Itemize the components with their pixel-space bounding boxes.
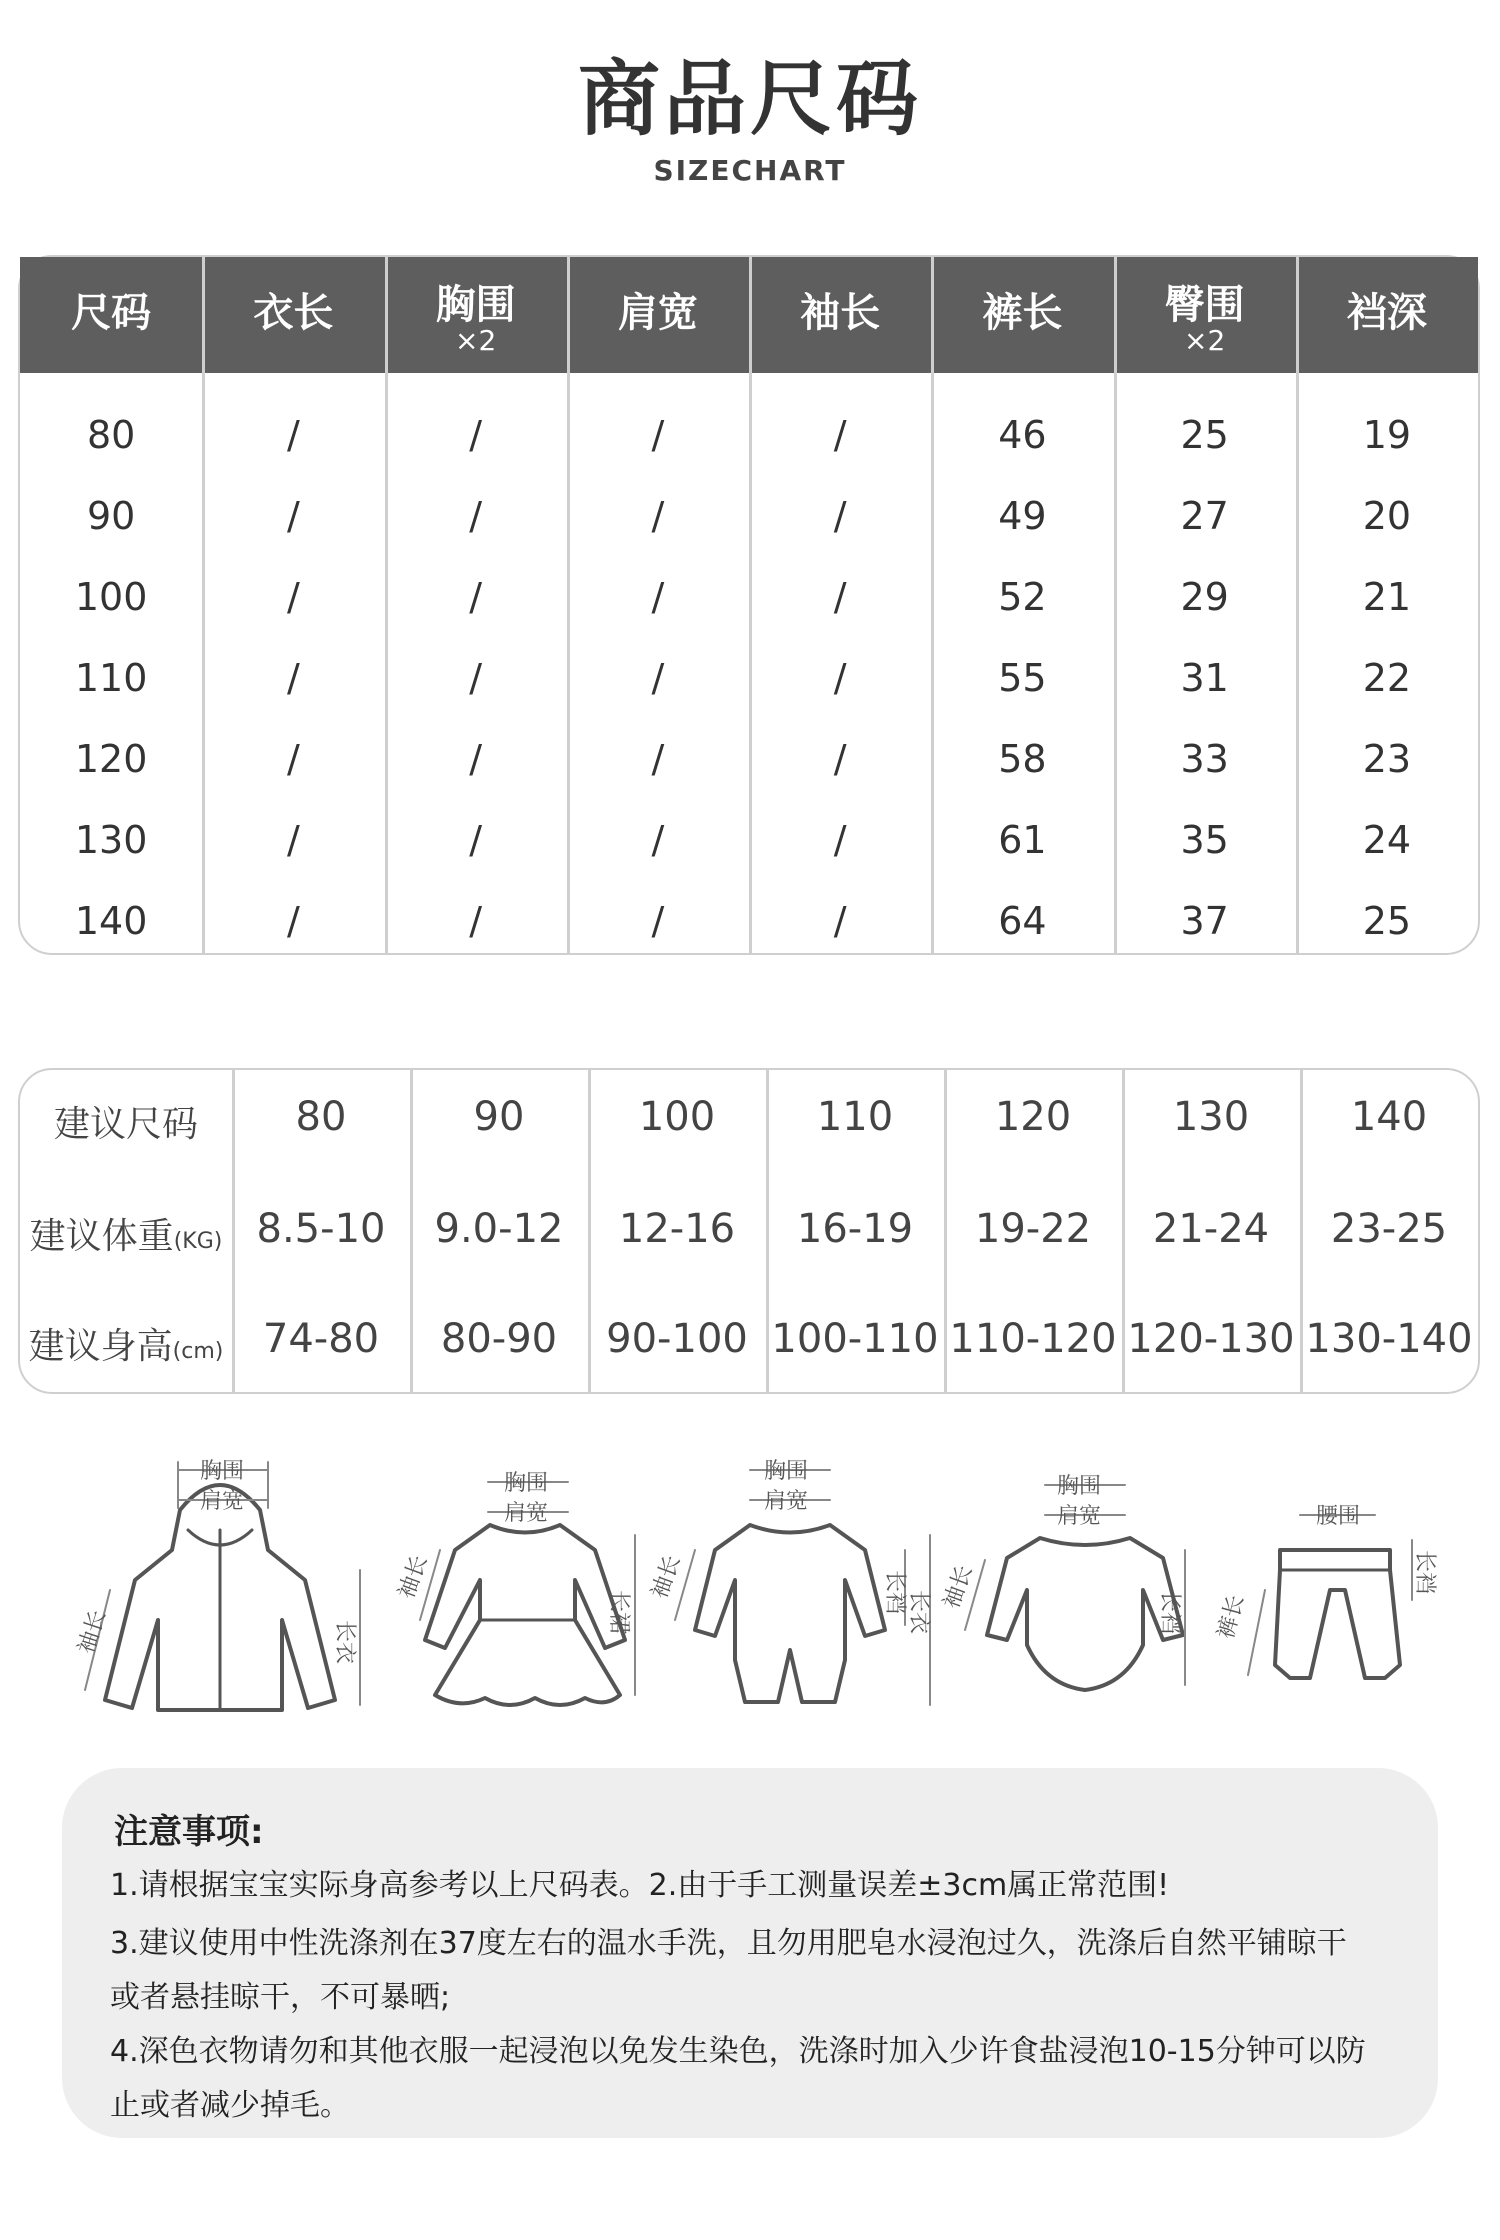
- jacket-label-sleeve: 袖长: [73, 1607, 112, 1657]
- recommend-table-cell: 23-25: [1330, 1206, 1448, 1252]
- recommend-table-cell: 21-24: [1152, 1206, 1270, 1252]
- size-table-cell: 140: [74, 899, 148, 943]
- recommend-row-unit: (cm): [172, 1339, 224, 1364]
- recommend-table-cell: 80-90: [440, 1316, 558, 1362]
- dress-label-sleeve: 袖长: [394, 1552, 433, 1603]
- recommend-table-cell: 90: [473, 1094, 525, 1140]
- bodysuit-icon: [939, 1440, 1205, 1734]
- recommend-row-label-text: 建议身高: [28, 1326, 173, 1367]
- recommend-table-cell: 9.0-12: [434, 1206, 564, 1252]
- size-table-cell: 25: [1180, 413, 1229, 457]
- size-table-cell: /: [469, 737, 483, 781]
- recommend-table-cell: 120: [994, 1094, 1072, 1140]
- size-table-cell: 58: [998, 737, 1047, 781]
- size-table-cell: 20: [1362, 494, 1412, 538]
- size-table-cell: /: [651, 413, 665, 457]
- romper-label-sleeve: 袖长: [647, 1552, 686, 1603]
- size-table-cell: 90: [86, 494, 136, 538]
- hooded-jacket-icon: [70, 1440, 370, 1734]
- size-table-cell: 29: [1180, 575, 1229, 619]
- recommend-table-cell: 16-19: [796, 1206, 914, 1252]
- recommend-table-cell: 19-22: [974, 1206, 1092, 1252]
- size-table-cell: /: [833, 413, 847, 457]
- recommend-row-label: [20, 1208, 232, 1259]
- bodysuit-label-chest: 胸围: [1057, 1474, 1102, 1499]
- recommend-table-cell: 130-140: [1305, 1316, 1473, 1362]
- recommend-table: [18, 1068, 1480, 1394]
- size-table-cell: /: [833, 818, 847, 862]
- size-table-cell: /: [651, 656, 665, 700]
- size-table-cell: 61: [998, 818, 1047, 862]
- size-table-cell: /: [651, 737, 665, 781]
- size-table-cell: 33: [1180, 737, 1229, 781]
- size-table-header-cell: [385, 257, 567, 373]
- size-table-cell: 52: [998, 575, 1047, 619]
- romper-label-crotch: 长裆: [882, 1570, 907, 1615]
- care-notes: [62, 1768, 1438, 2138]
- size-table-header-cell: [20, 257, 202, 373]
- size-table-header-cell: [202, 257, 384, 373]
- size-table-cell: /: [833, 575, 847, 619]
- bodysuit-label-sleeve: 袖长: [939, 1562, 978, 1613]
- size-table-cell: /: [651, 818, 665, 862]
- bodysuit-label-shoulder: 肩宽: [1057, 1504, 1102, 1529]
- size-table-cell: 24: [1362, 818, 1412, 862]
- jacket-label-chest: 胸围: [200, 1459, 245, 1484]
- note-line-1: 1.请根据宝宝实际身高参考以上尺码表。2.由于手工测量误差±3cm属正常范围!: [110, 1868, 1170, 1903]
- recommend-table-cell: 100: [638, 1094, 716, 1140]
- size-table-cell: 37: [1180, 899, 1229, 943]
- title-english: SIZECHART: [653, 154, 847, 187]
- recommend-table-cell: 80: [295, 1094, 347, 1140]
- size-table-cell: 130: [74, 818, 148, 862]
- size-table-cell: /: [833, 737, 847, 781]
- size-table-cell: /: [651, 899, 665, 943]
- note-line-4: 4.深色衣物请勿和其他衣服一起浸泡以免发生染色，洗涤时加入少许食盐浸泡10-15分钟可以防: [110, 2034, 1366, 2069]
- size-table-cell: 64: [998, 899, 1047, 943]
- size-table-cell: /: [469, 413, 483, 457]
- size-table-cell: 31: [1180, 656, 1229, 700]
- note-line-2: 3.建议使用中性洗涤剂在37度左右的温水手洗，且勿用肥皂水浸泡过久，洗涤后自然平铺晾干: [110, 1926, 1347, 1961]
- size-table-cell: 23: [1362, 737, 1412, 781]
- romper-icon: [647, 1440, 931, 1734]
- romper-label-length: 长衣: [906, 1590, 931, 1635]
- recommend-table-cell: 8.5-10: [256, 1206, 386, 1252]
- dress-label-length: 长裙: [606, 1590, 631, 1635]
- size-table-cell: /: [286, 494, 300, 538]
- size-table-header-cell: [749, 257, 931, 373]
- size-table-cell: 25: [1362, 899, 1412, 943]
- size-table-cell: /: [833, 899, 847, 943]
- recommend-row-label: [20, 1096, 232, 1147]
- size-table-cell: 120: [74, 737, 148, 781]
- recommend-table-cell: 120-130: [1127, 1316, 1295, 1362]
- size-table-cell: /: [469, 818, 483, 862]
- size-table-cell: /: [286, 656, 300, 700]
- recommend-table-cell: 74-80: [262, 1316, 380, 1362]
- dress-icon: [394, 1440, 650, 1734]
- romper-label-shoulder: 肩宽: [764, 1489, 809, 1514]
- recommend-table-cell: 110: [816, 1094, 894, 1140]
- size-table-cell: /: [286, 575, 300, 619]
- size-table-cell: /: [833, 656, 847, 700]
- size-table-cell: 110: [74, 656, 148, 700]
- size-table-cell: /: [651, 575, 665, 619]
- header-label: 袖长: [800, 290, 881, 336]
- size-table-cell: 46: [998, 413, 1047, 457]
- size-table-cell: 80: [86, 413, 136, 457]
- size-table-cell: /: [833, 494, 847, 538]
- size-table-cell: /: [286, 899, 300, 943]
- recommend-table-cell: 12-16: [618, 1206, 736, 1252]
- pants-label-length: 裤长: [1213, 1592, 1250, 1642]
- header-label: 裤长: [982, 290, 1063, 336]
- jacket-label-length: 长衣: [332, 1620, 357, 1665]
- size-table-cell: 100: [74, 575, 148, 619]
- pants-label-crotch: 长裆: [1412, 1550, 1437, 1595]
- recommend-row-label-text: 建议体重: [29, 1216, 174, 1257]
- note-line-5: 止或者减少掉毛。: [110, 2088, 350, 2123]
- recommend-row-unit: (KG): [173, 1229, 223, 1254]
- header-label: 裆深: [1346, 290, 1427, 336]
- size-table-cell: 49: [998, 494, 1047, 538]
- header-sub-label: ×2: [454, 324, 497, 357]
- header-label: 胸围: [435, 282, 516, 328]
- size-table-cell: 19: [1362, 413, 1412, 457]
- title-chinese: 商品尺码: [577, 52, 922, 147]
- size-table-cell: /: [469, 575, 483, 619]
- bodysuit-label-crotch: 长裆: [1157, 1590, 1182, 1635]
- page-title: [0, 52, 1500, 187]
- size-table-cell: /: [469, 494, 483, 538]
- romper-label-chest: 胸围: [764, 1459, 809, 1484]
- notes-title: 注意事项:: [114, 1812, 264, 1852]
- size-table-cell: 55: [998, 656, 1047, 700]
- recommend-table-cell: 90-100: [606, 1316, 748, 1362]
- size-table-cell: 35: [1180, 818, 1229, 862]
- note-line-3: 或者悬挂晾干，不可暴晒;: [110, 1980, 451, 2015]
- recommend-table-cell: 110-120: [949, 1316, 1117, 1362]
- header-sub-label: ×2: [1183, 324, 1226, 357]
- header-label: 衣长: [253, 290, 334, 336]
- size-table-header-cell: [1114, 257, 1296, 373]
- size-table-cell: /: [469, 656, 483, 700]
- pants-icon: [1213, 1440, 1437, 1734]
- size-table: [18, 255, 1480, 955]
- size-table-cell: /: [651, 494, 665, 538]
- size-table-cell: 21: [1362, 575, 1412, 619]
- size-table-cell: /: [286, 818, 300, 862]
- size-table-header-cell: [1296, 257, 1478, 373]
- size-table-header-cell: [931, 257, 1113, 373]
- size-table-cell: /: [469, 899, 483, 943]
- header-label: 肩宽: [617, 290, 698, 336]
- pants-label-waist: 腰围: [1316, 1504, 1361, 1529]
- recommend-row-label-text: 建议尺码: [53, 1104, 198, 1145]
- recommend-row-label: [20, 1318, 232, 1369]
- dress-label-chest: 胸围: [504, 1471, 549, 1496]
- size-table-cell: 27: [1180, 494, 1229, 538]
- header-label: 尺码: [71, 290, 152, 336]
- size-table-header-cell: [567, 257, 749, 373]
- recommend-table-cell: 100-110: [771, 1316, 939, 1362]
- jacket-label-shoulder: 肩宽: [200, 1489, 245, 1514]
- recommend-table-cell: 130: [1172, 1094, 1250, 1140]
- header-label: 臀围: [1164, 282, 1245, 328]
- size-table-cell: /: [286, 413, 300, 457]
- size-table-cell: 22: [1362, 656, 1412, 700]
- size-table-cell: /: [286, 737, 300, 781]
- dress-label-shoulder: 肩宽: [504, 1501, 549, 1526]
- recommend-table-cell: 140: [1350, 1094, 1428, 1140]
